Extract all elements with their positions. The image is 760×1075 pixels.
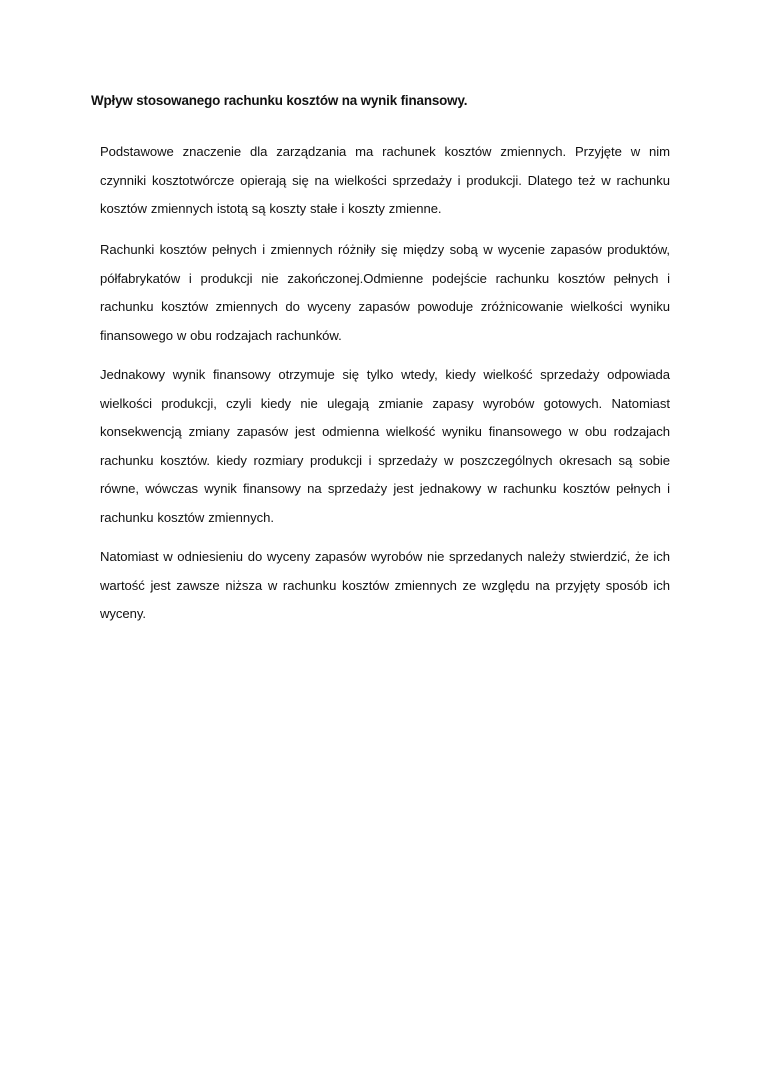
paragraph-3: Jednakowy wynik finansowy otrzymuje się tylko wtedy, kiedy wielkość sprzedaży odpowiada wielkości produkcji, czyli kiedy nie ulegają zmianie zapasy wyrobów gotowych. Natomiast konsekwencją zmiany zapasów jest odmienna wielkość wyniku finansowego w obu rodzajach rachunku kosztów. kiedy rozmiary produkcji i sprzedaży w poszczególnych okresach są sobie równe, wówczas wynik finansowy na sprzedaży jest jednakowy w rachunku kosztów pełnych i rachunku kosztów zmiennych.	[100, 367, 670, 526]
paragraph-1: Podstawowe znaczenie dla zarządzania ma rachunek kosztów zmiennych. Przyjęte w nim czynniki kosztotwórcze opierają się na wielkości sprzedaży i produkcji. Dlatego też w rachunku kosztów zmiennych istotą są koszty stałe i koszty zmienne.	[100, 144, 670, 217]
paragraph-4: Natomiast w odniesieniu do wyceny zapasów wyrobów nie sprzedanych należy stwierdzić, że ich wartość jest zawsze niższa w rachunku kosztów zmiennych ze względu na przyjęty sposób ich wyceny.	[100, 549, 670, 622]
paragraph-2: Rachunki kosztów pełnych i zmiennych różniły się między sobą w wycenie zapasów produktów, półfabrykatów i produkcji nie zakończonej.Odmienne podejście rachunku kosztów pełnych i rachunku kosztów zmiennych do wyceny zapasów powoduje zróżnicowanie wielkości wyniku finansowego w obu rodzajach rachunków.	[100, 242, 670, 343]
document-title: Wpływ stosowanego rachunku kosztów na wynik finansowy.	[91, 93, 468, 108]
